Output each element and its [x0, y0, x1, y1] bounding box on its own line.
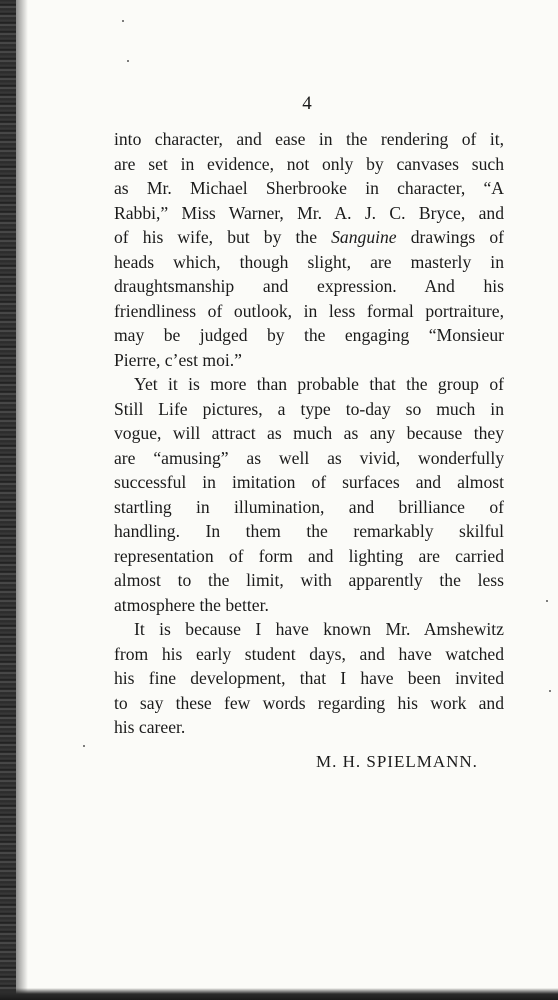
binding-shadow [16, 0, 28, 1000]
text-line: draughtsmanship and expression. And his [114, 276, 504, 296]
text-line: almost to the limit, with apparently the less [114, 570, 504, 590]
text-line: into character, and ease in the rendering of it, [114, 129, 504, 149]
paper-speck [127, 60, 129, 62]
text-line: to say these few words regarding his work and [114, 692, 504, 713]
paper-speck [546, 600, 548, 602]
paper-speck [83, 745, 85, 747]
body-text [114, 127, 504, 740]
paper-speck [122, 20, 124, 22]
page-bottom-edge [0, 988, 558, 1000]
text-line: from his early student days, and have watched [114, 643, 504, 664]
text-line: Rabbi,” Miss Warner, Mr. A. J. C. Bryce, and [114, 202, 504, 223]
text-line: Pierre, c’est moi.” [114, 349, 242, 370]
text-line: of his wife, but by the Sanguine drawings of [114, 227, 504, 247]
text-line: successful in imitation of surfaces and almost [114, 472, 504, 492]
signature: M. H. SPIELMANN. [316, 752, 478, 771]
text-line: are set in evidence, not only by canvases such [114, 153, 504, 174]
text-line: It is because I have known Mr. Amshewitz [134, 619, 504, 639]
text-line: are “amusing” as well as vivid, wonderfully [114, 447, 504, 468]
text-line: his fine development, that I have been invited [114, 668, 504, 688]
text-line: atmosphere the better. [114, 594, 269, 615]
paper-speck [549, 690, 551, 692]
text-line: representation of form and lighting are carried [114, 545, 504, 566]
text-line: vogue, will attract as much as any because they [114, 423, 504, 443]
text-line: heads which, though slight, are masterly in [114, 251, 504, 272]
text-line: may be judged by the engaging “Monsieur [114, 325, 504, 345]
book-binding-edge [0, 0, 16, 1000]
text-line: Yet it is more than probable that the group of [134, 374, 504, 394]
text-line: friendliness of outlook, in less formal portraiture, [114, 300, 504, 321]
text-line: Still Life pictures, a type to-day so much in [114, 398, 504, 419]
text-line: startling in illumination, and brilliance of [114, 496, 504, 517]
text-line: handling. In them the remarkably skilful [114, 521, 504, 541]
text-line: as Mr. Michael Sherbrooke in character, “A [114, 178, 504, 198]
page-number: 4 [302, 93, 312, 114]
text-line: his career. [114, 717, 186, 737]
